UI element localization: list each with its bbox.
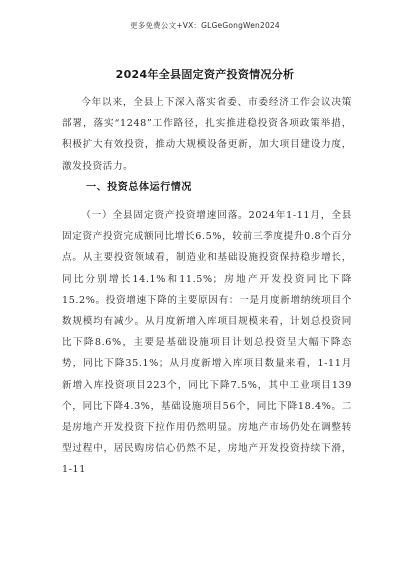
page-title: 2024年全县固定资产投资情况分析 [115,68,295,81]
intro-paragraph-block [62,92,352,177]
header-note: 更多免费公文+VX：GLGeGongWen2024 [130,21,280,30]
section-paragraph: （一）全县固定资产投资增速回落。2024年1-11月，全县固定资产投资完成额同比增长6.5%，较前三季度提升0.8个百分点。从主要投资领域看，制造业和基础设施投资保持稳步增长，同比分别增长14.1%和11.5%；房地产开发投资同比下降15.2%。投资增速下降的主要原因有：一是月度新增纳统项目个数规模均有减少。从月度新增入库项目规模来看，计划总投资同比下降8.6%，主要是基础设施项目计划总投资呈大幅下降态势，同比下降35.1%；从月度新增入库项目数量来看，1-11月新增入库投资项目223个，同比下降7.5%，其中工业项目139个，同比下降4.3%，基础设施项目56个，同比下降18.4%。二是房地产开发投资下拉作用仍然明显。房地产市场仍处在调整转型过程中，居民购房信心仍然不足，房地产开发投资持续下滑，1-11 [62,210,352,476]
section-paragraph-block [62,205,352,481]
section-heading: 一、投资总体运行情况 [86,182,192,193]
intro-paragraph: 今年以来，全县上下深入落实省委、市委经济工作会议决策部署，落实“1248”工作路径，扎实推进稳投资各项政策举措，积极扩大有效投资，推动大规模设备更新，加大项目建设力度，激发投资活力。 [62,97,352,172]
